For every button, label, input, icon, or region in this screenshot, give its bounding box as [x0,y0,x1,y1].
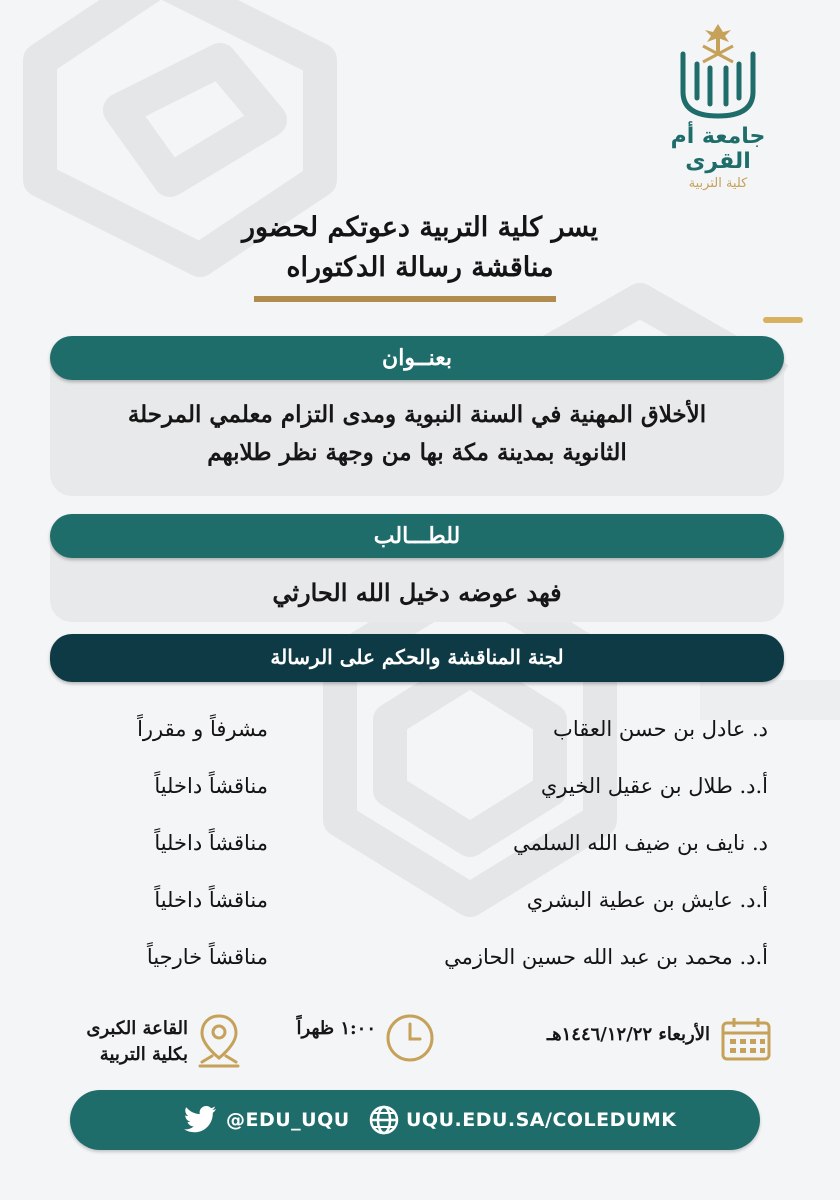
website-link[interactable]: UQU.EDU.SA/COLEDUMK [406,1109,677,1131]
event-location-line-1: القاعة الكبرى [86,1018,188,1039]
gold-divider [254,296,556,302]
heading-line-1: يسر كلية التربية دعوتكم لحضور [242,212,598,243]
twitter-handle[interactable]: @EDU_UQU [226,1109,350,1131]
committee-member-name: أ.د. طلال بن عقيل الخيري [540,774,768,798]
committee-member-name: د. عادل بن حسن العقاب [553,717,768,741]
clock-icon [384,1012,436,1064]
college-name: كلية التربية [688,176,748,191]
committee-member-role: مناقشاً داخلياً [154,774,268,798]
committee-member-role: مناقشاً داخلياً [154,831,268,855]
university-logo [658,18,778,191]
committee-member-name: أ.د. عايش بن عطية البشري [526,888,768,912]
committee-member-role: مناقشاً داخلياً [154,888,268,912]
student-name: فهد عوضه دخيل الله الحارثي [272,578,562,607]
event-location-line-2: بكلية التربية [99,1044,188,1065]
event-date: الأربعاء ١٤٤٦/١٢/٢٢هـ [546,1024,710,1045]
committee-member-name: أ.د. محمد بن عبد الله حسين الحازمي [444,945,768,969]
university-name: جامعة أم القرى [670,124,766,174]
title-label-bar: بعنــوان [50,336,784,380]
student-label-bar: للطـــالب [50,514,784,558]
logo-emblem-icon [675,18,761,122]
thesis-title [70,396,764,472]
invitation-heading [0,208,840,288]
committee-label-bar: لجنة المناقشة والحكم على الرسالة [50,634,784,682]
committee-member-role: مناقشاً خارجياً [146,945,268,969]
heading-line-2: مناقشة رسالة الدكتوراه [286,252,554,283]
location-pin-icon [196,1012,242,1070]
committee-member-name: د. نايف بن ضيف الله السلمي [513,831,768,855]
committee-member-role: مشرفاً و مقرراً [137,717,268,741]
thesis-title-line-2: الثانوية بمدينة مكة بها من وجهة نظر طلابهم [207,439,627,466]
twitter-icon[interactable] [184,1105,218,1135]
gold-accent [763,317,803,323]
calendar-icon [720,1016,772,1062]
globe-icon [368,1104,400,1136]
thesis-title-line-1: الأخلاق المهنية في السنة النبوية ومدى التزام معلمي المرحلة [127,401,707,428]
event-time: ١:٠٠ ظهراً [296,1018,376,1039]
event-location [76,1016,188,1068]
